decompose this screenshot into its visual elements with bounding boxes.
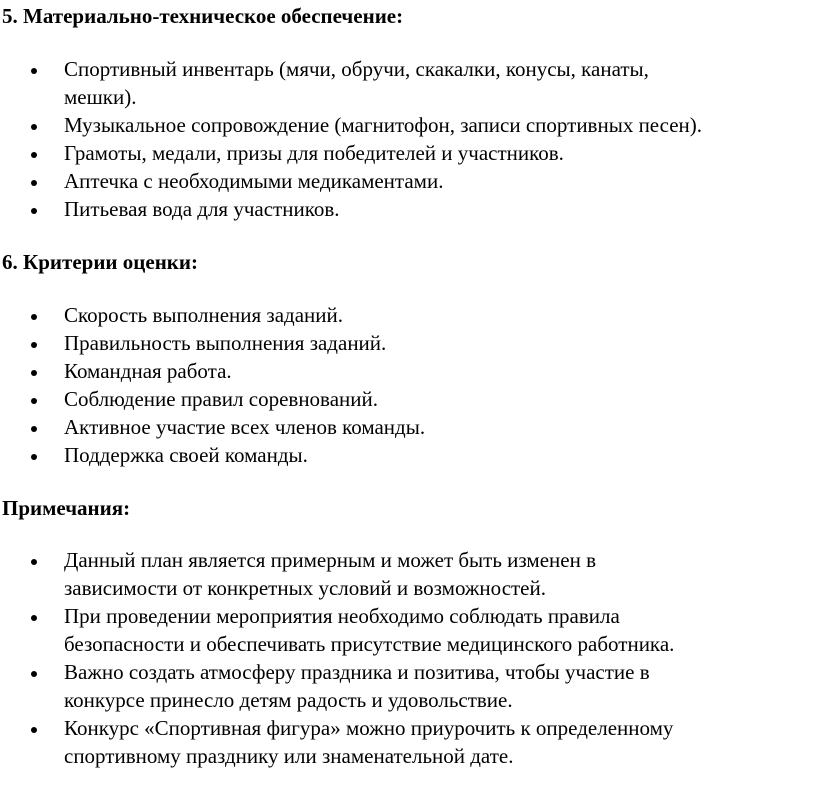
bullet-icon [31, 342, 37, 348]
bullet-icon [31, 208, 37, 214]
list-item: Конкурс «Спортивная фигура» можно приурочить к определенному спортивному празднику или знаменательной дате. [0, 714, 816, 770]
bullet-icon [31, 124, 37, 130]
bullet-icon [31, 454, 37, 460]
bullet-icon [31, 426, 37, 432]
list-item: Поддержка своей команды. [0, 441, 816, 469]
bullet-icon [31, 68, 37, 74]
list-item: Данный план является примерным и может быть изменен в зависимости от конкретных условий и возможностей. [0, 546, 816, 602]
list-item: Активное участие всех членов команды. [0, 413, 816, 441]
notes-list [0, 546, 816, 770]
list-item: Спортивный инвентарь (мячи, обручи, скакалки, конусы, канаты, мешки). [0, 55, 816, 111]
bullet-icon [31, 314, 37, 320]
list-item: При проведении мероприятия необходимо соблюдать правила безопасности и обеспечивать присутствие медицинского работника. [0, 602, 816, 658]
list-item: Командная работа. [0, 357, 816, 385]
list-item: Важно создать атмосферу праздника и позитива, чтобы участие в конкурсе принесло детям радость и удовольствие. [0, 658, 816, 714]
bullet-icon [31, 180, 37, 186]
list-item: Аптечка с необходимыми медикаментами. [0, 167, 816, 195]
bullet-icon [31, 370, 37, 376]
list-item: Правильность выполнения заданий. [0, 329, 816, 357]
section-heading-materials: 5. Материально-техническое обеспечение: [2, 4, 404, 28]
section-heading-criteria: 6. Критерии оценки: [2, 250, 198, 274]
materials-list [0, 55, 816, 223]
list-item: Музыкальное сопровождение (магнитофон, записи спортивных песен). [0, 111, 816, 139]
list-item: Скорость выполнения заданий. [0, 301, 816, 329]
bullet-icon [31, 398, 37, 404]
bullet-icon [31, 727, 37, 733]
list-item: Соблюдение правил соревнований. [0, 385, 816, 413]
bullet-icon [31, 671, 37, 677]
bullet-icon [31, 615, 37, 621]
criteria-list [0, 301, 816, 469]
list-item: Питьевая вода для участников. [0, 195, 816, 223]
bullet-icon [31, 152, 37, 158]
list-item: Грамоты, медали, призы для победителей и участников. [0, 139, 816, 167]
section-heading-notes: Примечания: [2, 496, 131, 520]
bullet-icon [31, 559, 37, 565]
